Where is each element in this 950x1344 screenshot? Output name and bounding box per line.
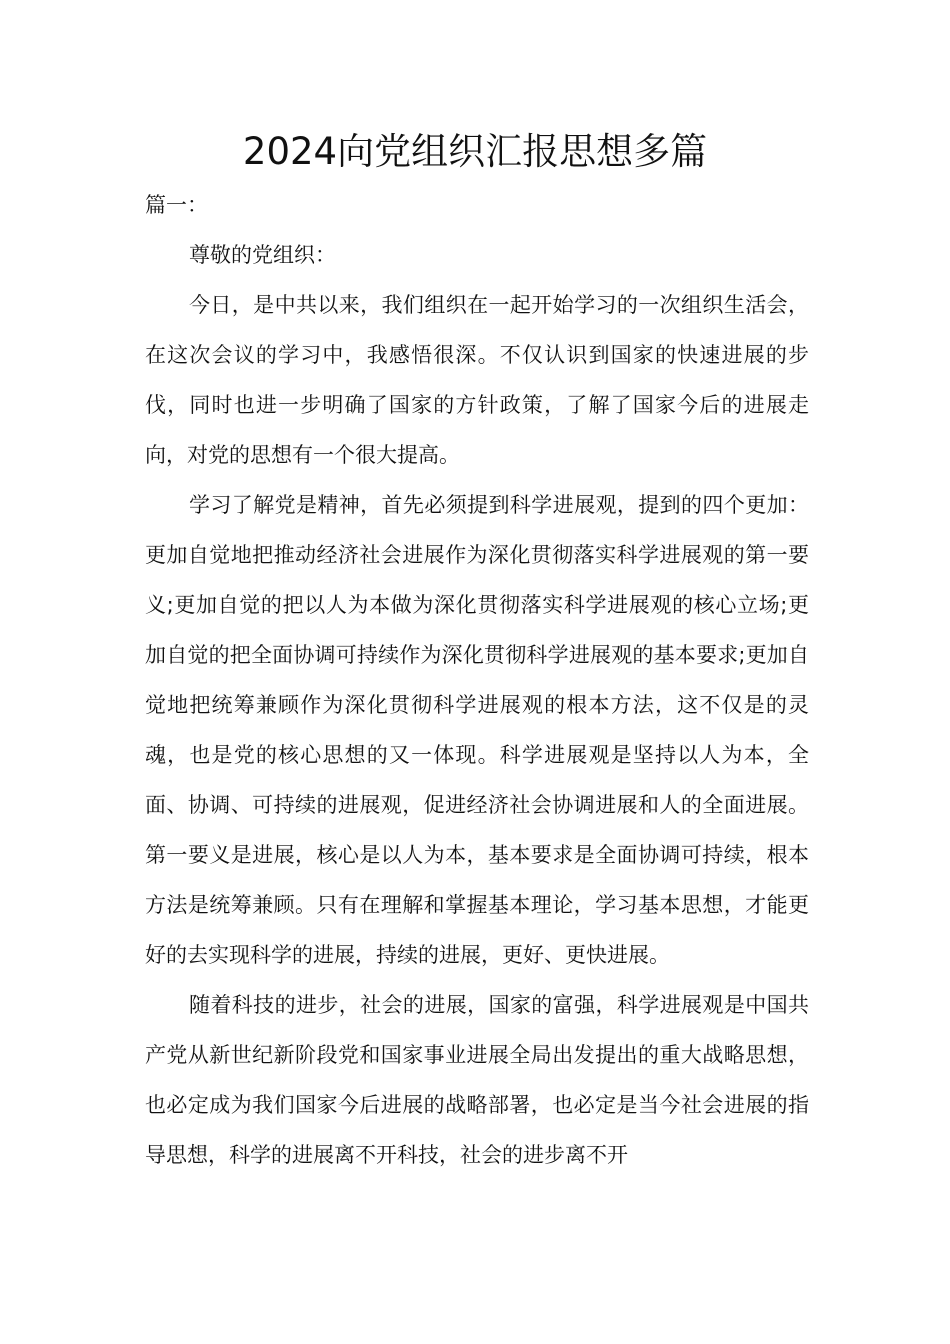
salutation: 尊敬的党组织： [189,243,336,267]
document-body [145,180,809,1180]
paragraph-3: 随着科技的进步，社会的进展，国家的富强，科学进展观是中国共产党从新世纪新阶段党和国家事业进展全局出发提出的重大战略思想，也必定成为我们国家今后进展的战略部署，也必定是当今社会进展的指导思想，科学的进展离不开科技，社会的进步离不开 [145,993,809,1167]
document-title: 2024向党组织汇报思想多篇 [242,130,708,173]
paragraph-1: 今日，是中共以来，我们组织在一起开始学习的一次组织生活会，在这次会议的学习中，我感悟很深。不仅认识到国家的快速进展的步伐，同时也进一步明确了国家的方针政策，了解了国家今后的进展走向，对党的思想有一个很大提高。 [145,293,809,467]
section-label: 篇一： [145,193,208,217]
paragraph-2: 学习了解党是精神，首先必须提到科学进展观，提到的四个更加：更加自觉地把推动经济社会进展作为深化贯彻落实科学进展观的第一要义;更加自觉的把以人为本做为深化贯彻落实科学进展观的核心立场;更加自觉的把全面协调可持续作为深化贯彻科学进展观的基本要求;更加自觉地把统筹兼顾作为深化贯彻科学进展观的根本方法，这不仅是的灵魂，也是党的核心思想的又一体现。科学进展观是坚持以人为本，全面、协调、可持续的进展观，促进经济社会协调进展和人的全面进展。第一要义是进展，核心是以人为本，基本要求是全面协调可持续，根本方法是统筹兼顾。只有在理解和掌握基本理论，学习基本思想，才能更好的去实现科学的进展，持续的进展，更好、更快进展。 [145,493,809,967]
